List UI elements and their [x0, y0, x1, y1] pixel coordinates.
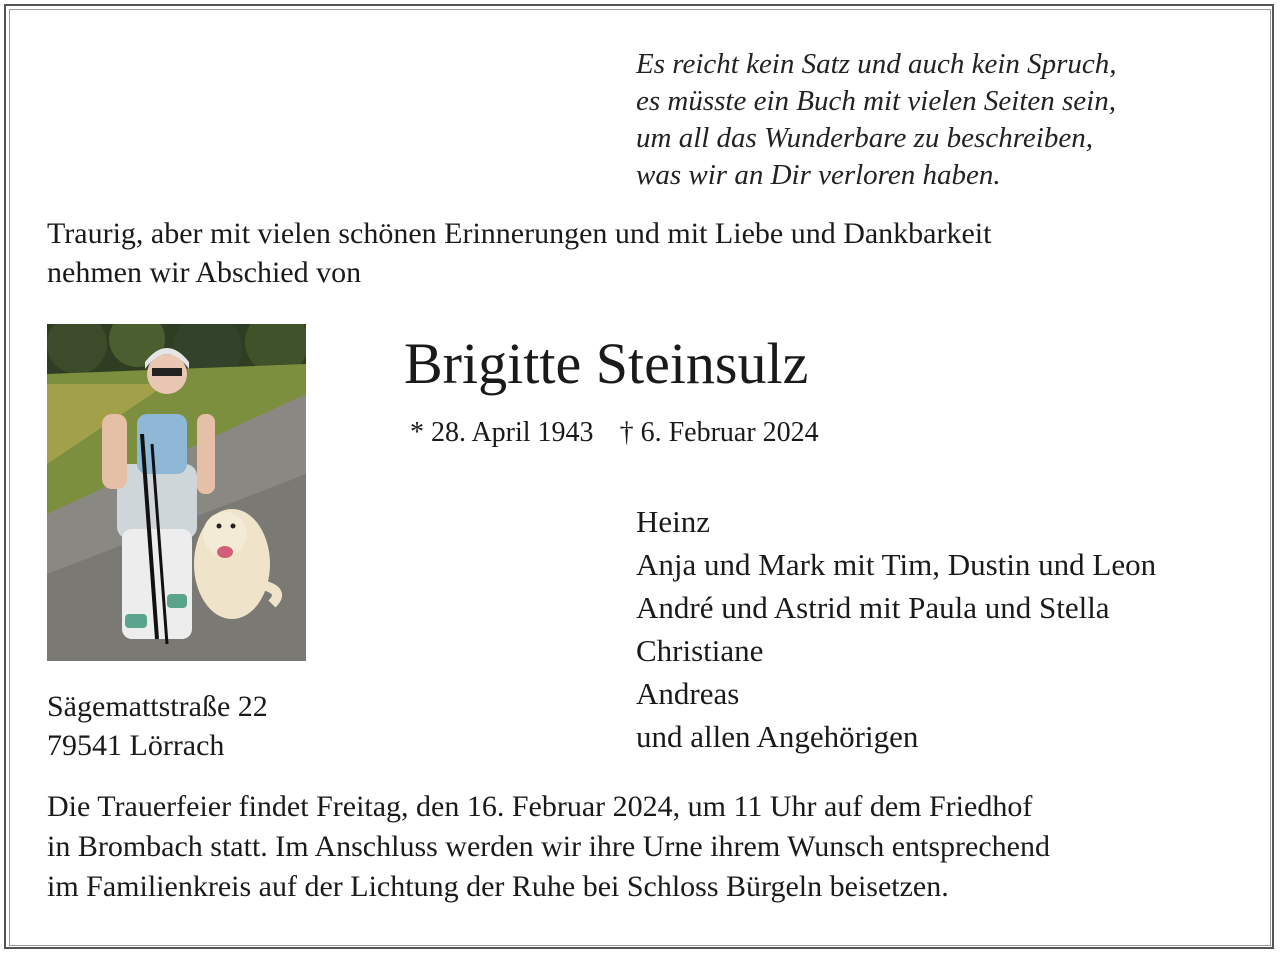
mourner-line: Christiane — [636, 633, 764, 668]
deceased-name: Brigitte Steinsulz — [404, 331, 809, 396]
funeral-line: in Brombach statt. Im Anschluss werden wir ihre Urne ihrem Wunsch entsprechend — [47, 830, 1050, 863]
portrait-photo — [47, 324, 306, 661]
intro-line: Traurig, aber mit vielen schönen Erinnerungen und mit Liebe und Dankbarkeit — [47, 217, 992, 250]
poem — [636, 46, 1117, 194]
mourner-line: Anja und Mark mit Tim, Dustin und Leon — [636, 547, 1157, 582]
intro-line: nehmen wir Abschied von — [47, 256, 362, 289]
funeral-notice — [47, 787, 1050, 907]
mourners-list — [636, 500, 1156, 758]
address — [47, 687, 268, 765]
poem-line: um all das Wunderbare zu beschreiben, — [636, 122, 1093, 154]
death-date: † 6. Februar 2024 — [619, 417, 819, 448]
mourner-line: Heinz — [636, 504, 711, 539]
mourner-line: und allen Angehörigen — [636, 719, 919, 754]
poem-line: was wir an Dir verloren haben. — [636, 159, 1001, 191]
life-dates — [410, 415, 819, 451]
birth-date: * 28. April 1943 — [410, 417, 594, 448]
address-street: Sägemattstraße 22 — [47, 690, 268, 723]
poem-line: Es reicht kein Satz und auch kein Spruch, — [636, 48, 1117, 80]
address-city: 79541 Lörrach — [47, 729, 225, 762]
mourner-line: Andreas — [636, 676, 740, 711]
funeral-line: Die Trauerfeier findet Freitag, den 16. Februar 2024, um 11 Uhr auf dem Friedhof — [47, 790, 1033, 823]
intro-text — [47, 214, 1247, 292]
mourner-line: André und Astrid mit Paula und Stella — [636, 590, 1110, 625]
poem-line: es müsste ein Buch mit vielen Seiten sein, — [636, 85, 1116, 117]
funeral-line: im Familienkreis auf der Lichtung der Ruhe bei Schloss Bürgeln beisetzen. — [47, 870, 949, 903]
